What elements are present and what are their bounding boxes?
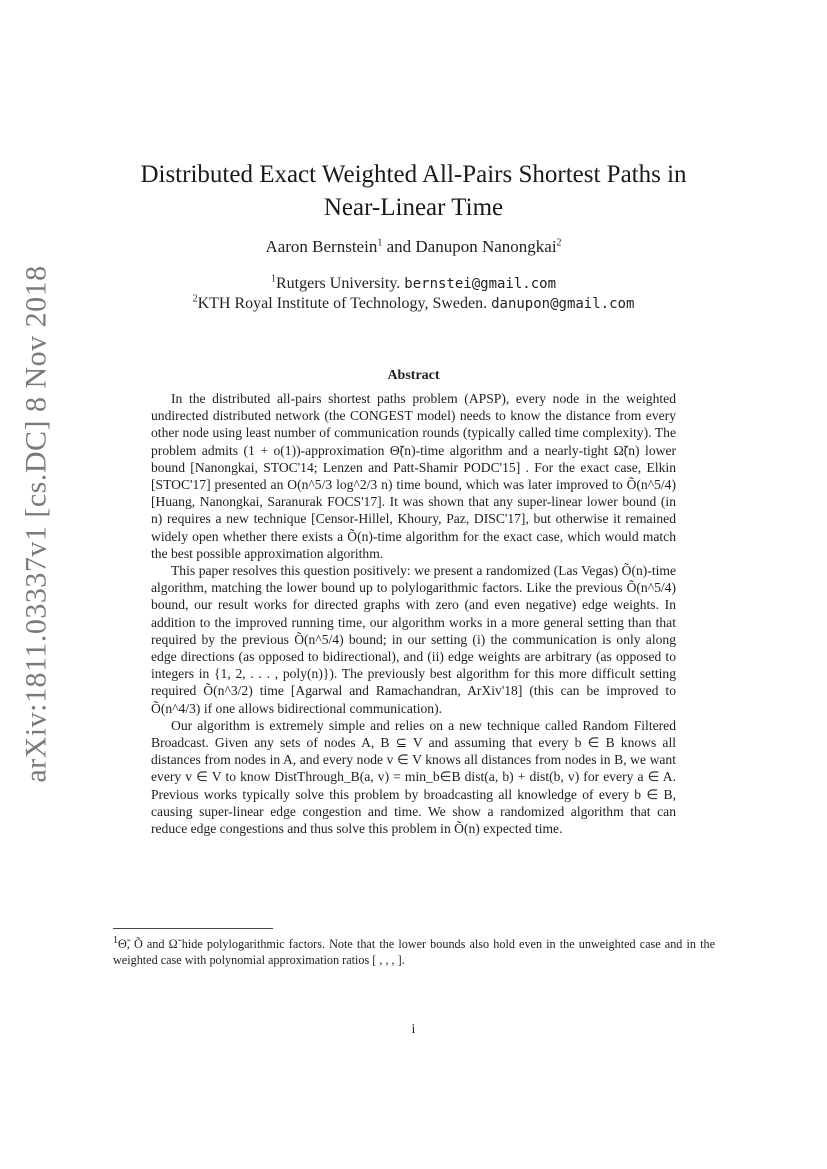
affiliation-name: KTH Royal Institute of Technology, Sweden.	[197, 295, 492, 312]
paper-title-line-1: Distributed Exact Weighted All-Pairs Shortest Paths in	[140, 161, 687, 188]
paper-title	[100, 158, 727, 224]
affiliations	[100, 274, 727, 314]
affiliation-name: Rutgers University.	[276, 275, 405, 292]
arxiv-identifier-text: arXiv:1811.03337v1 [cs.DC] 8 Nov 2018	[20, 265, 53, 783]
author-email[interactable]: danupon@gmail.com	[491, 296, 635, 312]
affiliation-line	[100, 294, 727, 314]
paper-title-line-2: Near-Linear Time	[323, 194, 504, 221]
author-name: Aaron Bernstein	[265, 237, 378, 256]
abstract-paragraph: Our algorithm is extremely simple and relies on a new technique called Random Filtered Broadcast. Given any sets of nodes A, B ⊆ V and assuming that every b ∈ B knows all distances from nodes in A, and every node v ∈ V knows all distances from nodes in B, we want every v ∈ V to know DistThrough_B(a, v) = min_b∈B dist(a, b) + dist(b, v) for every a ∈ A. Previous works typically solve this problem by broadcasting all knowledge of every b ∈ B, causing super-linear edge congestion and time. We show a randomized algorithm that can reduce edge congestions and thus solve this problem in Õ(n) expected time.	[151, 717, 676, 837]
affiliation-marker: 2	[556, 237, 562, 249]
abstract-paragraph: This paper resolves this question positively: we present a randomized (Las Vegas) Õ(n)-time algorithm, matching the lower bound up to polylogarithmic factors. Like the previous Õ(n^5/4) bound, our result works for directed graphs with zero (and even negative) edge weights. In addition to the improved running time, our algorithm works in a more general setting than that required by the previous Õ(n^5/4) bound; in our setting (i) the communication is only along edge directions (as opposed to bidirectional), and (ii) edge weights are arbitrary (as opposed to integers in {1, 2, . . . , poly(n)}). The previously best algorithm for this more difficult setting required Õ(n^3/2) time [Agarwal and Ramachandran, ArXiv'18] (this can be improved to Õ(n^4/3) if one allows bidirectional communication).	[151, 563, 676, 716]
abstract-body	[151, 390, 676, 837]
affiliation-marker: 1	[271, 273, 276, 285]
footnote-marker: 1	[113, 934, 118, 946]
author-list	[100, 237, 727, 257]
affiliation-marker: 1	[377, 237, 383, 249]
footnote-text: Θ̃, Õ and Ω̃ hide polylogarithmic factors. Note that the lower bounds also hold even in the unweighted case and in the weighted case with polynomial approximation ratios [ , , , ].	[113, 937, 715, 967]
abstract-heading: Abstract	[387, 368, 440, 383]
footnote	[113, 936, 715, 968]
author-email[interactable]: bernstei@gmail.com	[404, 276, 556, 292]
affiliation-line	[100, 274, 727, 294]
abstract-paragraph: In the distributed all-pairs shortest paths problem (APSP), every node in the weighted undirected distributed network (the CONGEST model) needs to know the distance from every other node using least number of communication rounds (typically called time complexity). The problem admits (1 + o(1))-approximation Θ̃(n)-time algorithm and a nearly-tight Ω̃(n) lower bound [Nanongkai, STOC'14; Lenzen and Patt-Shamir PODC'15] . For the exact case, Elkin [STOC'17] presented an O(n^5/3 log^2/3 n) time bound, which was later improved to Õ(n^5/4) [Huang, Nanongkai, Saranurak FOCS'17]. It was shown that any super-linear lower bound (in n) requires a new technique [Censor-Hillel, Khoury, Paz, DISC'17], but otherwise it remained widely open whether there exists a Õ(n)-time algorithm for the exact case, which would match the best possible approximation algorithm.	[151, 391, 676, 561]
author-name: Danupon Nanongkai	[415, 237, 557, 256]
footnote-divider	[113, 928, 273, 929]
page-number: i	[411, 1022, 416, 1037]
arxiv-identifier-sidebar	[14, 265, 60, 783]
affiliation-marker: 2	[192, 293, 198, 305]
author-separator: and	[382, 237, 416, 256]
